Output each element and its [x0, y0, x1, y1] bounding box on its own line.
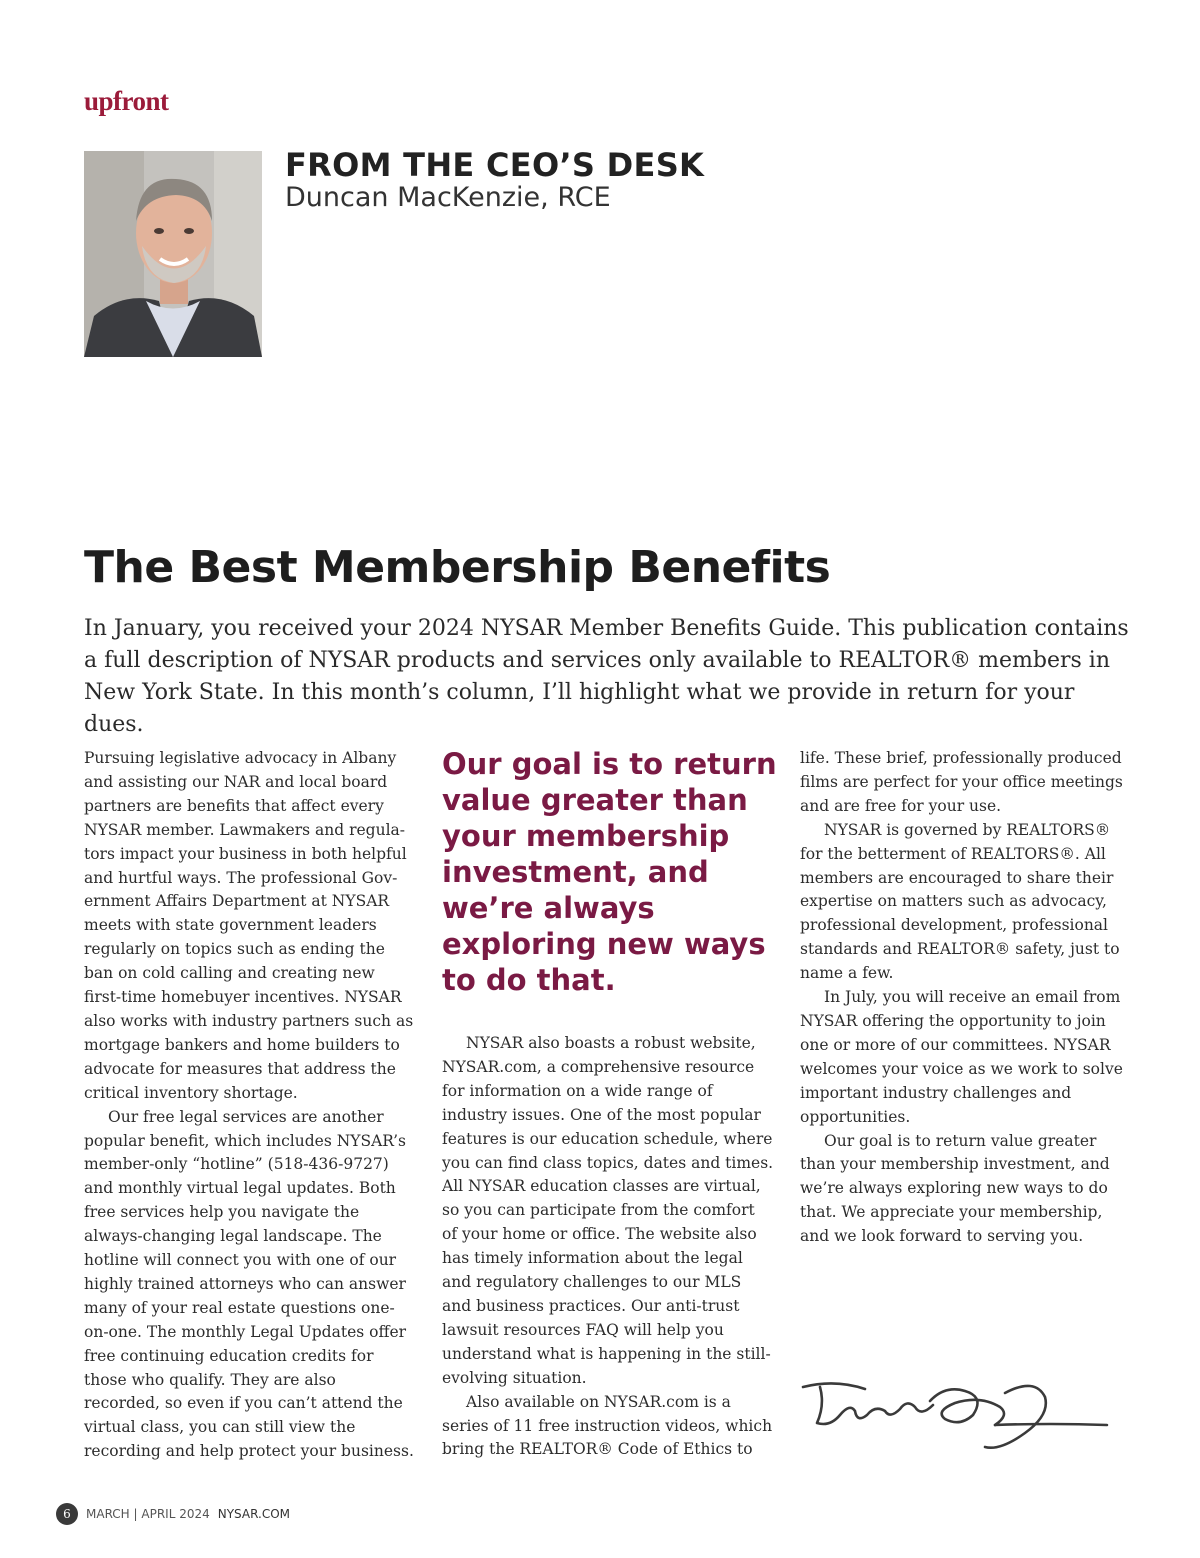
paragraph: In July, you will receive an email from NYSAR offering the opportunity to join one or more of our committees. NYSAR welcomes your voice as we work to solve important industry challenges and opportunities.	[800, 988, 1123, 1126]
body-column-1	[84, 747, 414, 1464]
paragraph: NYSAR also boasts a robust website, NYSAR.com, a comprehensive resource for information on a wide range of industry issues. One of the most popular features is our education schedule, where you can find class topics, dates and times. All NYSAR education classes are virtual, so you can participate from the comfort of your home or office. The website also has timely information about the legal and regulatory challenges to our MLS and business practices. Our anti-trust lawsuit resources FAQ will help you understand what is happening in the still-evolving situation.	[442, 1034, 774, 1387]
site-url: NYSAR.COM	[217, 1507, 291, 1521]
handwritten-signature	[795, 1375, 1115, 1460]
article-deck: In January, you received your 2024 NYSAR Member Benefits Guide. This publication contains a full description of NYSAR products and services only available to REALTOR® members in New York State. In this month’s column, I’ll highlight what we provide in return for your dues.	[84, 616, 1129, 737]
paragraph: Pursuing legislative advocacy in Albany and assisting our NAR and local board partners are benefits that affect every NYSAR member. Lawmakers and regulators impact your business in both helpful and hurtful ways. The professional Government Affairs Department at NYSAR meets with state government leaders regularly on topics such as ending the ban on cold calling and creating new first-time homebuyer incentives. NYSAR also works with industry partners such as mortgage bankers and home builders to advocate for measures that address the critical inventory shortage.	[84, 749, 414, 1102]
ceo-portrait-photo	[84, 151, 262, 357]
paragraph: Also available on NYSAR.com is a series of 11 free instruction videos, which bring the REALTOR® Code of Ethics to	[442, 1392, 773, 1459]
section-tag: upfront	[84, 86, 169, 116]
author-name: Duncan MacKenzie, RCE	[285, 182, 611, 213]
pull-quote: Our goal is to return value greater than your membership investment, and we’re always exploring new ways to do that.	[442, 747, 777, 997]
paragraph: Our free legal services are another popular benefit, which includes NYSAR’s member-only “hotline” (518-436-9727) and monthly virtual legal updates. Both free services help you navigate the always-changing legal landscape. The hotline will connect you with one of our highly trained attorneys who can answer many of your real estate questions one-on-one. The monthly Legal Updates offer free continuing education credits for those who qualify. They are also recorded, so even if you can’t attend the virtual class, you can still view the recording and help protect your business.	[84, 1107, 414, 1461]
paragraph: life. These brief, professionally produced films are perfect for your office meetings and are free for your use.	[800, 749, 1123, 815]
body-column-2	[442, 747, 774, 1462]
issue-date: MARCH | APRIL 2024	[86, 1507, 210, 1521]
page-number: 6	[56, 1503, 78, 1525]
paragraph: NYSAR is governed by REALTORS® for the betterment of REALTORS®. All members are encouraged to share their expertise on matters such as advocacy, professional development, professional standards and REALTOR® safety, just to name a few.	[800, 820, 1120, 983]
page-footer	[56, 1503, 290, 1525]
column-title: FROM THE CEO’S DESK	[285, 146, 705, 184]
article-headline: The Best Membership Benefits	[84, 542, 831, 593]
body-column-3	[800, 747, 1130, 1249]
paragraph: Our goal is to return value greater than your membership investment, and we’re always exploring new ways to do that. We appreciate your membership, and we look forward to serving you.	[800, 1131, 1110, 1246]
